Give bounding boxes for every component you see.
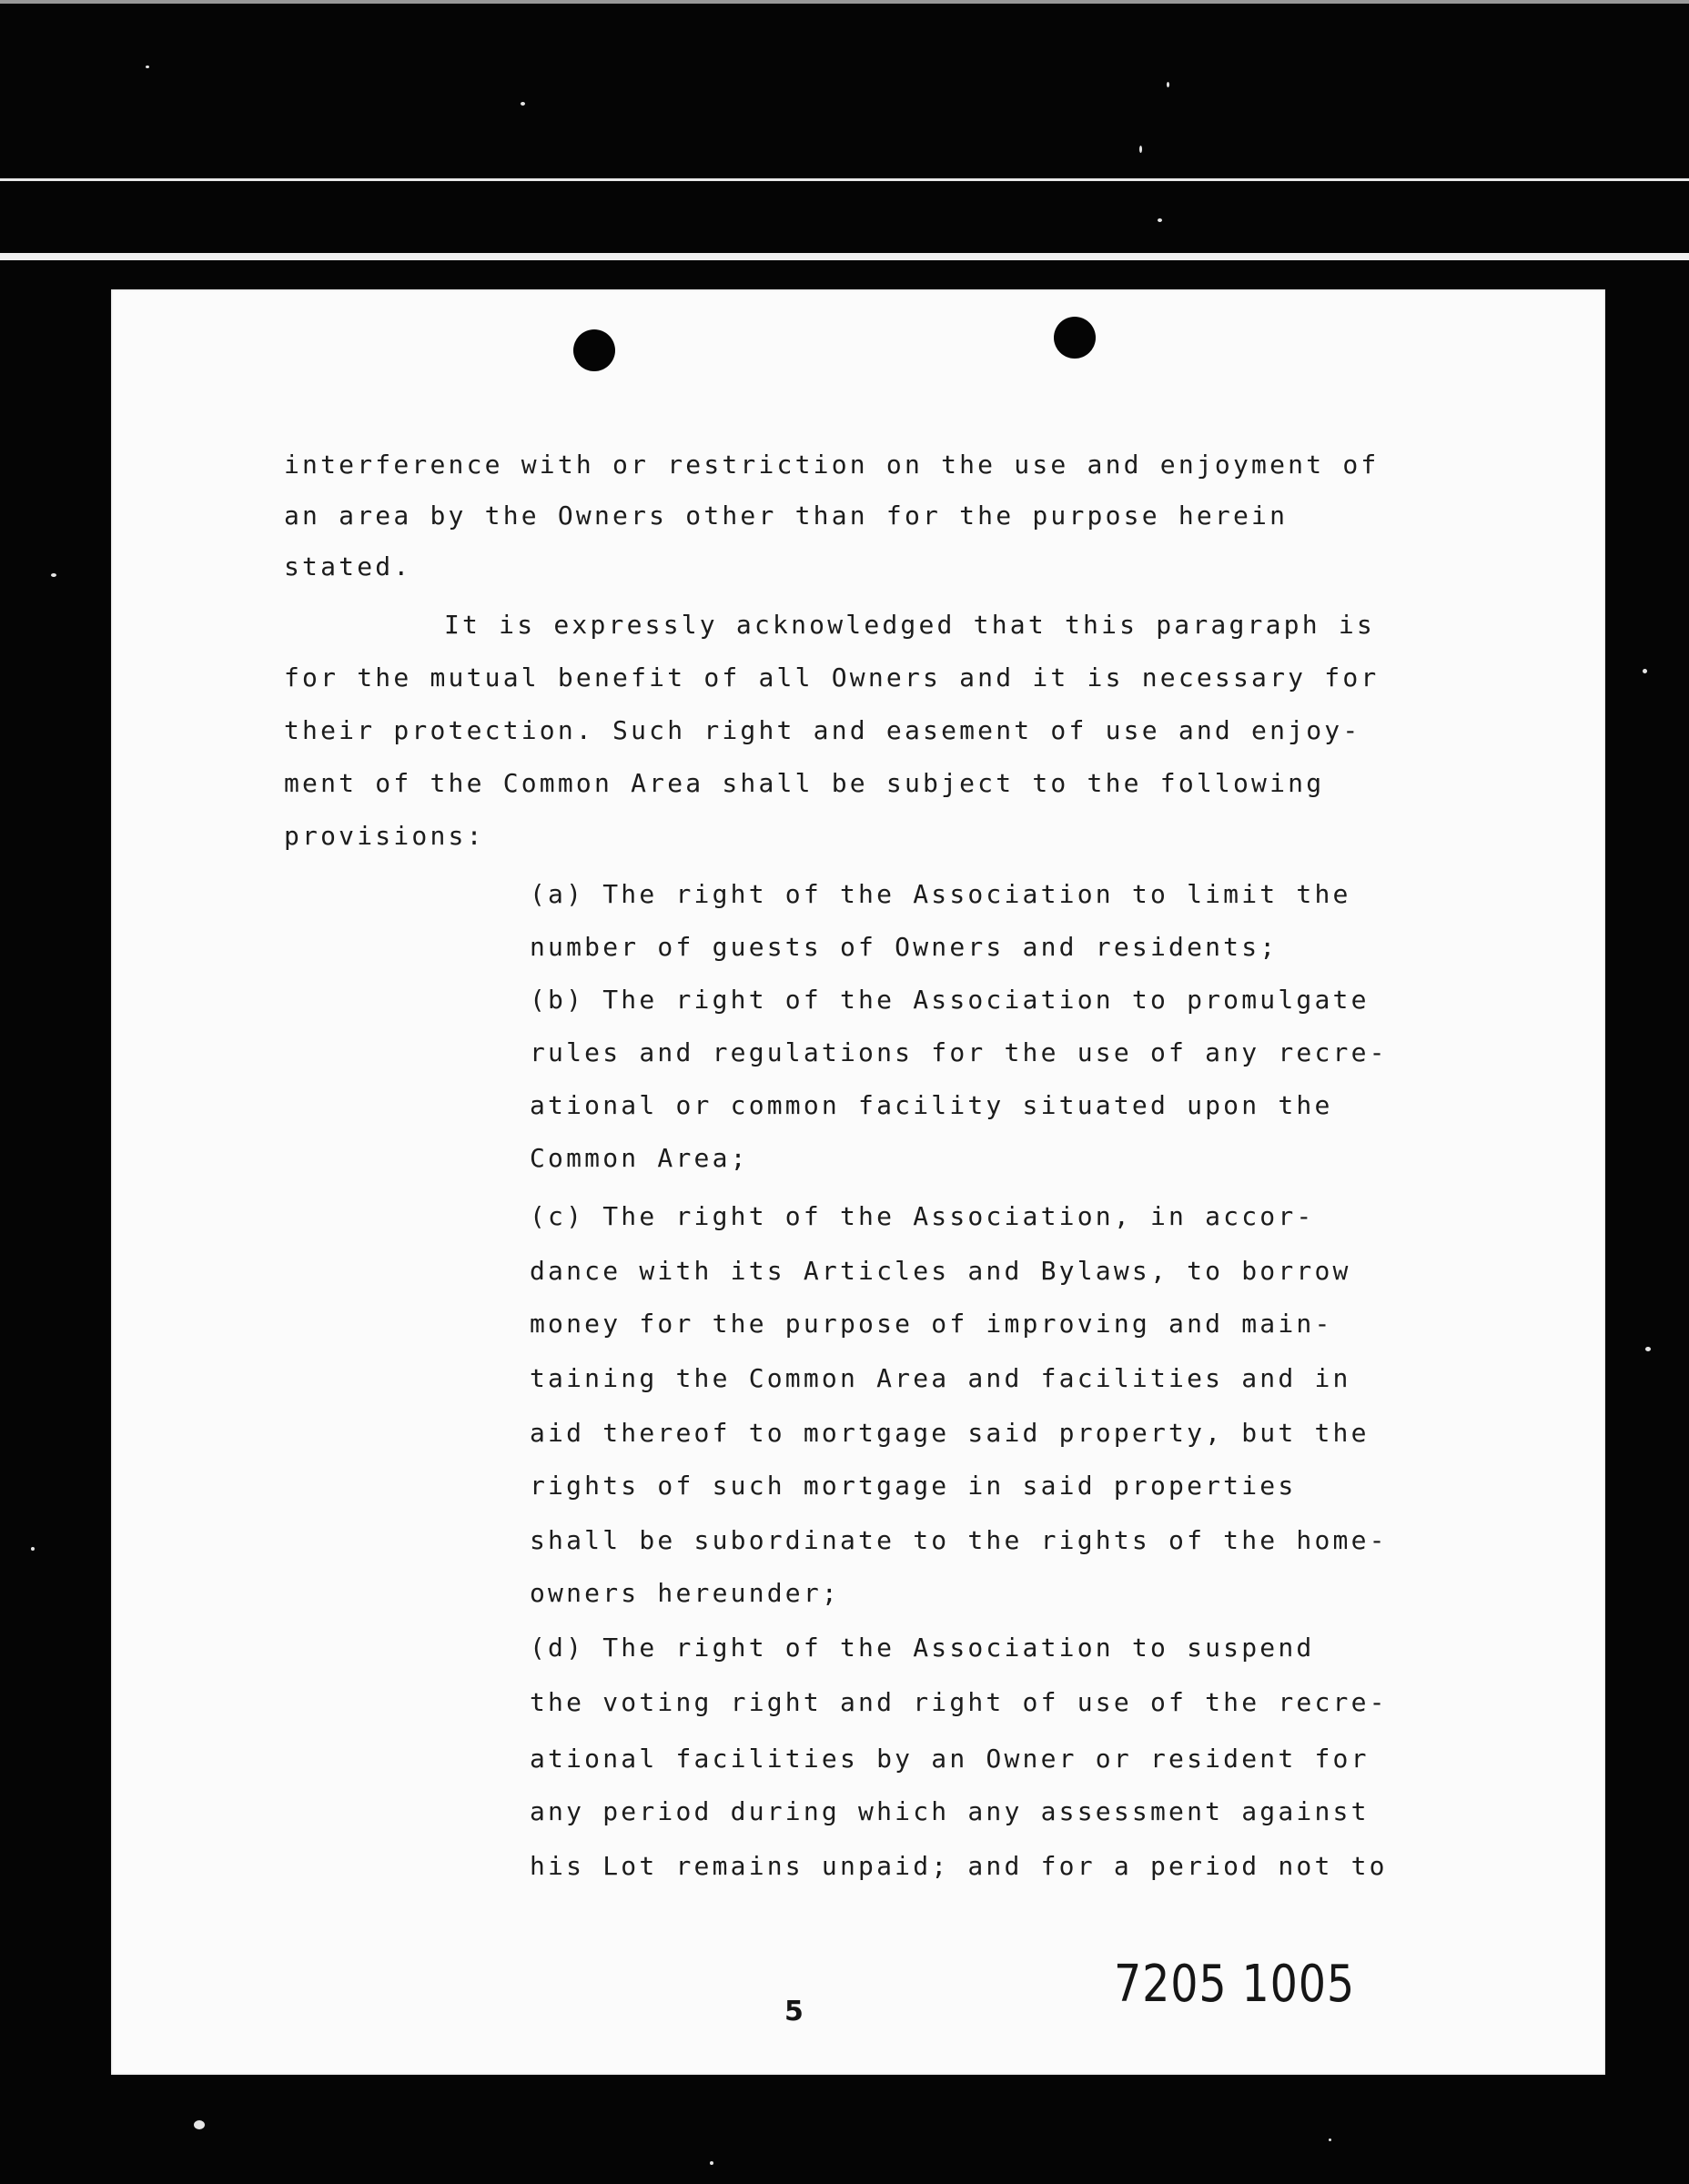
provision-a-line: (a) The right of the Association to limit the xyxy=(530,879,1351,909)
provision-b-line: ational or common facility situated upon the xyxy=(530,1090,1333,1120)
provision-d-line: any period during which any assessment against xyxy=(530,1796,1370,1826)
provision-c-line: shall be subordinate to the rights of the home- xyxy=(530,1525,1388,1555)
scan-speck xyxy=(521,102,525,106)
provision-d-line: ational facilities by an Owner or resident for xyxy=(530,1744,1370,1774)
body-line: their protection. Such right and easement of use and enjoy- xyxy=(284,715,1361,745)
body-line: stated. xyxy=(284,551,412,581)
scan-speck xyxy=(1643,669,1647,673)
provision-c-line: aid thereof to mortgage said property, but the xyxy=(530,1418,1370,1448)
provision-a-line: number of guests of Owners and residents; xyxy=(530,932,1279,962)
provision-d-line: the voting right and right of use of the recre- xyxy=(530,1687,1388,1717)
document-number-stamp: 7205 1005 xyxy=(1114,1955,1356,2014)
scan-speck xyxy=(1167,82,1169,87)
body-line: interference with or restriction on the use and enjoyment of xyxy=(284,450,1380,480)
provision-b-line: (b) The right of the Association to promulgate xyxy=(530,985,1370,1015)
punch-hole-right xyxy=(1054,317,1096,359)
body-line: an area by the Owners other than for the purpose herein xyxy=(284,500,1289,531)
scan-speck xyxy=(710,2161,713,2165)
scan-speck xyxy=(1329,2138,1331,2141)
scan-line-bottom xyxy=(0,253,1689,260)
scan-speck xyxy=(31,1547,35,1551)
scan-speck xyxy=(51,573,56,577)
provision-c-line: (c) The right of the Association, in accor- xyxy=(530,1201,1315,1231)
body-line: ment of the Common Area shall be subject to the following xyxy=(284,768,1325,798)
provision-d-line: his Lot remains unpaid; and for a period not to xyxy=(530,1851,1388,1881)
scan-speck xyxy=(1645,1347,1651,1351)
provision-b-line: Common Area; xyxy=(530,1143,749,1173)
document-page xyxy=(111,289,1605,2075)
page-number: 5 xyxy=(784,1996,804,2027)
scan-edge xyxy=(0,0,1689,4)
provision-d-line: (d) The right of the Association to suspend xyxy=(530,1633,1315,1663)
scan-speck xyxy=(194,2120,205,2129)
provision-c-line: rights of such mortgage in said properties xyxy=(530,1471,1297,1501)
provision-c-line: dance with its Articles and Bylaws, to borrow xyxy=(530,1256,1351,1286)
provision-c-line: money for the purpose of improving and main- xyxy=(530,1309,1333,1339)
scan-speck xyxy=(1139,146,1142,153)
provision-c-line: taining the Common Area and facilities and in xyxy=(530,1363,1351,1393)
scan-speck xyxy=(146,66,149,68)
body-line: for the mutual benefit of all Owners and it is necessary for xyxy=(284,662,1380,693)
provision-c-line: owners hereunder; xyxy=(530,1578,840,1608)
scan-line-top xyxy=(0,178,1689,181)
provision-b-line: rules and regulations for the use of any recre- xyxy=(530,1037,1388,1067)
body-line: It is expressly acknowledged that this paragraph is xyxy=(444,610,1375,640)
punch-hole-left xyxy=(573,329,615,371)
scan-speck xyxy=(1158,218,1162,222)
body-line: provisions: xyxy=(284,821,485,851)
